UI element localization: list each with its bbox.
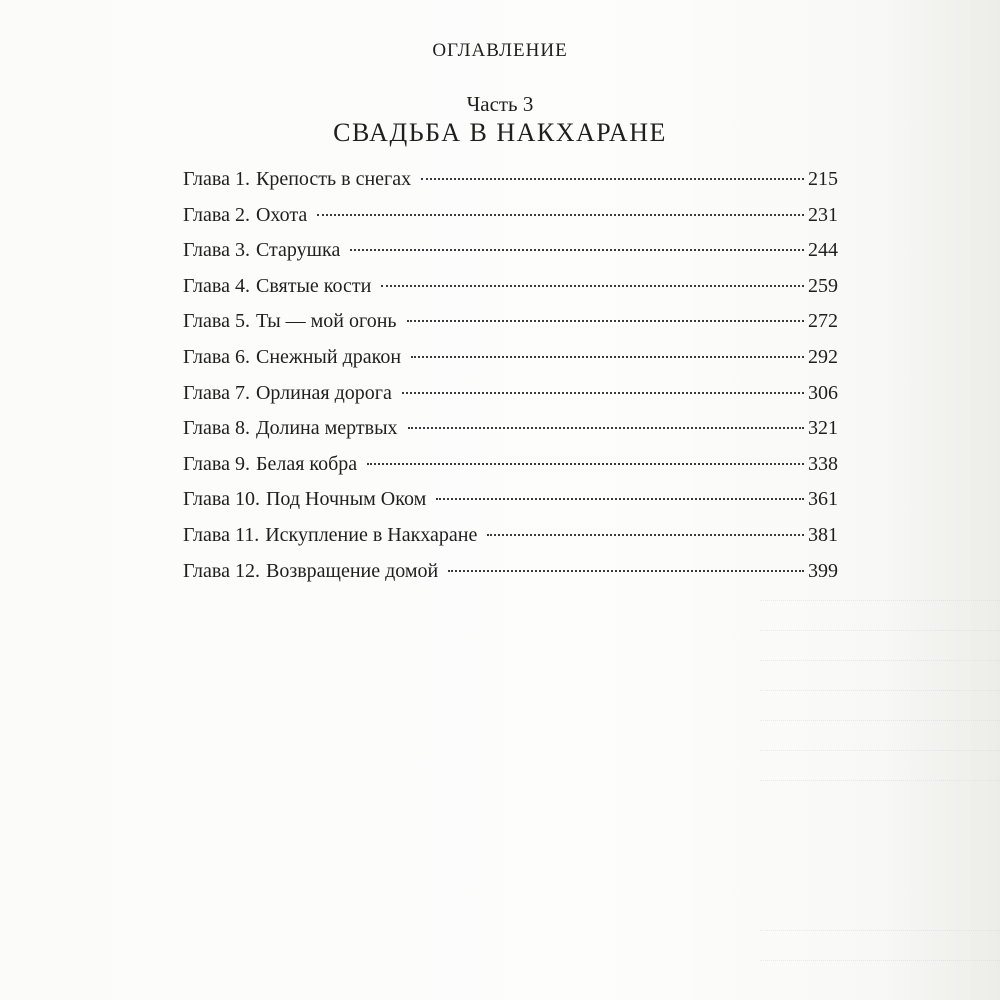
toc-chapter-title: Возвращение домой: [265, 559, 439, 582]
toc-chapter-number: Глава 3.: [183, 239, 250, 262]
toc-dot-leader: [350, 249, 804, 251]
toc-dot-leader: [407, 320, 804, 322]
toc-page-number: 306: [808, 381, 838, 404]
toc-dot-leader: [402, 392, 804, 394]
show-through-line: [760, 600, 1000, 615]
toc-entry[interactable]: [183, 310, 838, 346]
toc-dot-leader: [381, 285, 804, 287]
toc-page-number: 338: [808, 452, 838, 475]
toc-chapter-title: Ты — мой огонь: [255, 310, 397, 333]
toc-page-number: 272: [808, 310, 838, 333]
toc-chapter-number: Глава 6.: [183, 345, 250, 368]
toc-chapter-number: Глава 8.: [183, 417, 250, 440]
toc-dot-leader: [317, 214, 804, 216]
part-title: СВАДЬБА В НАКХАРАНЕ: [333, 118, 667, 147]
show-through-line: [760, 660, 1000, 675]
toc-page-number: 244: [808, 239, 838, 262]
page-edge-shadow: [880, 0, 1000, 1000]
show-through-line: [760, 630, 1000, 645]
toc-chapter-title: Белая кобра: [255, 452, 358, 475]
toc-chapter-title: Охота: [255, 203, 308, 226]
show-through-line: [760, 780, 1000, 795]
toc-chapter-number: Глава 9.: [183, 452, 250, 475]
toc-page-number: 381: [808, 523, 838, 546]
toc-page-number: 321: [808, 417, 838, 440]
toc-chapter-title: Орлиная дорога: [255, 381, 392, 404]
toc-chapter-number: Глава 1.: [183, 168, 250, 190]
toc-entry[interactable]: [183, 560, 838, 596]
toc-chapter-title: Крепость в снегах: [255, 168, 412, 190]
toc-entry[interactable]: [183, 275, 838, 311]
toc-page-number: 259: [808, 274, 838, 297]
toc-dot-leader: [487, 534, 804, 536]
toc-dot-leader: [411, 356, 804, 358]
toc-chapter-title: Под Ночным Оком: [265, 488, 427, 511]
toc-chapter-number: Глава 5.: [183, 310, 250, 333]
toc-dot-leader: [408, 427, 804, 429]
show-through-line: [760, 750, 1000, 765]
toc-chapter-number: Глава 11.: [183, 523, 260, 546]
toc-chapter-title: Старушка: [255, 239, 341, 262]
show-through-line: [760, 960, 1000, 975]
toc-entry[interactable]: [183, 346, 838, 382]
toc-entry[interactable]: [183, 204, 838, 240]
toc-page-number: 215: [808, 168, 838, 190]
toc-chapter-title: Долина мертвых: [255, 417, 398, 440]
toc-chapter-number: Глава 4.: [183, 274, 250, 297]
toc-title: ОГЛАВЛЕНИЕ: [432, 40, 568, 61]
toc-page-number: 231: [808, 203, 838, 226]
toc-chapter-title: Святые кости: [255, 274, 372, 297]
toc-list: [183, 168, 838, 595]
toc-entry[interactable]: [183, 382, 838, 418]
toc-dot-leader: [448, 570, 804, 572]
toc-chapter-title: Искупление в Накхаране: [265, 523, 478, 546]
toc-entry[interactable]: [183, 168, 838, 204]
toc-dot-leader: [367, 463, 804, 465]
show-through-line: [760, 720, 1000, 735]
toc-chapter-number: Глава 2.: [183, 203, 250, 226]
toc-entry[interactable]: [183, 239, 838, 275]
show-through-line: [760, 690, 1000, 705]
toc-chapter-number: Глава 7.: [183, 381, 250, 404]
show-through-line: [760, 930, 1000, 945]
toc-chapter-title: Снежный дракон: [255, 345, 402, 368]
toc-page-number: 361: [808, 488, 838, 511]
toc-dot-leader: [421, 178, 804, 180]
toc-entry[interactable]: [183, 488, 838, 524]
toc-chapter-number: Глава 12.: [183, 559, 260, 582]
toc-chapter-number: Глава 10.: [183, 488, 260, 511]
part-label: Часть 3: [466, 92, 534, 116]
toc-entry[interactable]: [183, 417, 838, 453]
toc-dot-leader: [436, 498, 804, 500]
toc-page-number: 292: [808, 345, 838, 368]
toc-entry[interactable]: [183, 453, 838, 489]
toc-page-number: 399: [808, 559, 838, 582]
toc-entry[interactable]: [183, 524, 838, 560]
